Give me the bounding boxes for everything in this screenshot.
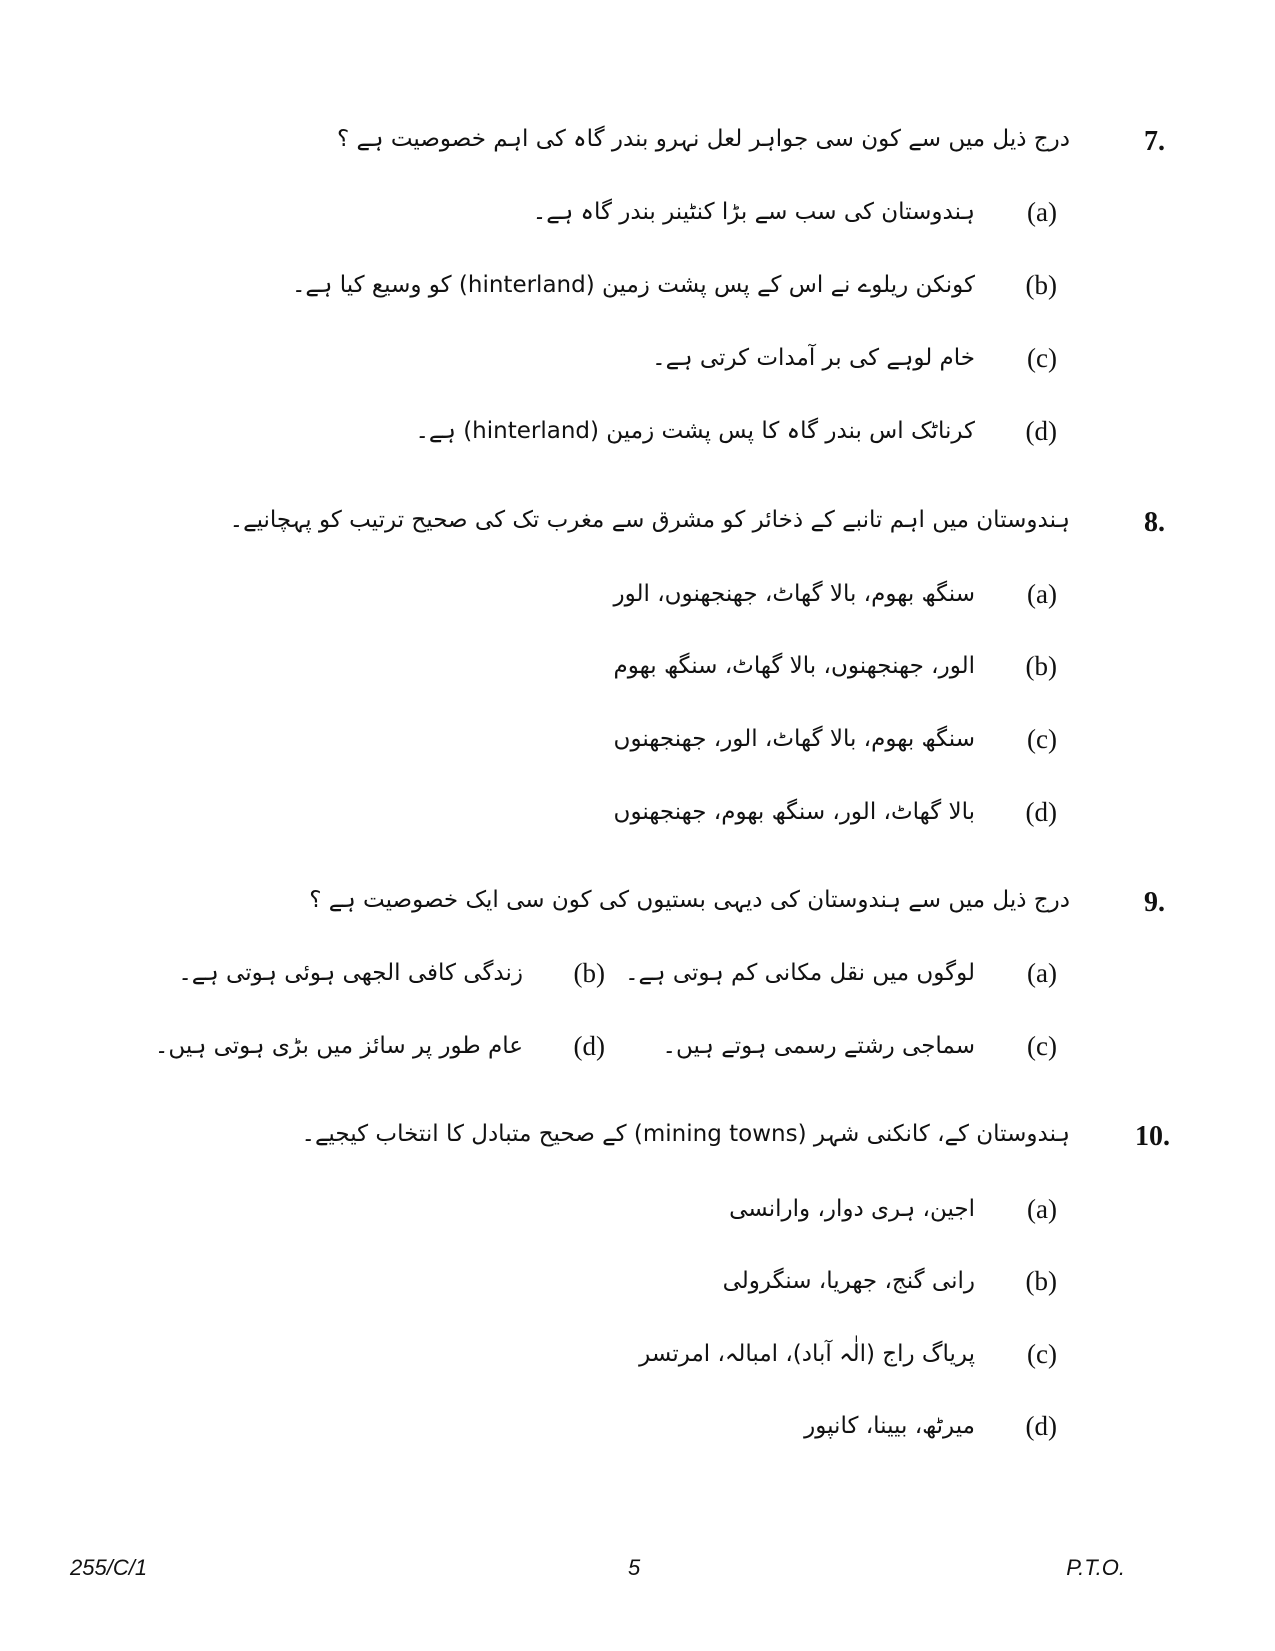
option-label: (a)	[1027, 197, 1057, 227]
option-text: سماجی رشتے رسمی ہوتے ہیں۔	[662, 1033, 975, 1059]
option-label: (c)	[1027, 1031, 1057, 1061]
option-text: الور، جھنجھنوں، بالا گھاٹ، سنگھ بھوم	[613, 653, 975, 679]
option-label: (d)	[573, 1031, 605, 1061]
question-text: درج ذیل میں سے کون سی جواہر لعل نہرو بندر گاہ کی اہم خصوصیت ہے ؟	[337, 126, 1070, 152]
option-text: لوگوں میں نقل مکانی کم ہوتی ہے۔	[625, 960, 975, 986]
option-label: (b)	[1025, 270, 1057, 300]
option-label: (b)	[1025, 1266, 1057, 1296]
option-text: سنگھ بھوم، بالا گھاٹ، جھنجھنوں، الور	[613, 581, 975, 607]
option-label: (d)	[1025, 416, 1057, 446]
option-text: عام طور پر سائز میں بڑی ہوتی ہیں۔	[154, 1033, 523, 1059]
option-label: (b)	[573, 958, 605, 988]
option-label: (d)	[1025, 1411, 1057, 1441]
option-label: (b)	[1025, 651, 1057, 681]
option-text: زندگی کافی الجھی ہوئی ہوتی ہے۔	[178, 960, 523, 986]
option-text: خام لوہے کی بر آمدات کرتی ہے۔	[652, 345, 975, 371]
question-text: ہندوستان میں اہم تانبے کے ذخائر کو مشرق سے مغرب تک کی صحیح ترتیب کو پہچانیے۔	[229, 507, 1070, 533]
paper-code: 255/C/1	[70, 1555, 148, 1580]
option-text: ہندوستان کی سب سے بڑا کنٹینر بندر گاہ ہے۔	[532, 199, 975, 225]
option-label: (a)	[1027, 1194, 1057, 1224]
option-text: میرٹھ، بیینا، کانپور	[804, 1413, 975, 1439]
option-label: (c)	[1027, 724, 1057, 754]
option-label: (a)	[1027, 958, 1057, 988]
pto-note: P.T.O.	[1066, 1555, 1125, 1580]
option-text: سنگھ بھوم، بالا گھاٹ، الور، جھنجھنوں	[613, 726, 975, 752]
option-label: (c)	[1027, 1339, 1057, 1369]
option-label: (c)	[1027, 343, 1057, 373]
option-label: (d)	[1025, 797, 1057, 827]
question-number: 10.	[1135, 1121, 1170, 1152]
question-number: 7.	[1144, 126, 1165, 157]
option-text: اجین، ہری دوار، وارانسی	[729, 1196, 975, 1222]
option-text: بالا گھاٹ، الور، سنگھ بھوم، جھنجھنوں	[613, 799, 975, 825]
page-number: 5	[628, 1555, 641, 1580]
option-text: کرناٹک اس بندر گاہ کا پس پشت زمین (hinterland) ہے۔	[415, 418, 975, 444]
question-number: 9.	[1144, 887, 1165, 918]
option-text: رانی گنج، جھریا، سنگرولی	[722, 1268, 975, 1294]
question-number: 8.	[1144, 507, 1165, 538]
option-label: (a)	[1027, 579, 1057, 609]
option-text: پریاگ راج (الٰہ آباد)، امبالہ، امرتسر	[639, 1341, 975, 1367]
question-text: ہندوستان کے، کانکنی شہر (mining towns) کے صحیح متبادل کا انتخاب کیجیے۔	[301, 1121, 1070, 1147]
option-text: کونکن ریلوے نے اس کے پس پشت زمین (hinterland) کو وسیع کیا ہے۔	[291, 272, 975, 298]
question-text: درج ذیل میں سے ہندوستان کی دیہی بستیوں کی کون سی ایک خصوصیت ہے ؟	[309, 887, 1070, 913]
